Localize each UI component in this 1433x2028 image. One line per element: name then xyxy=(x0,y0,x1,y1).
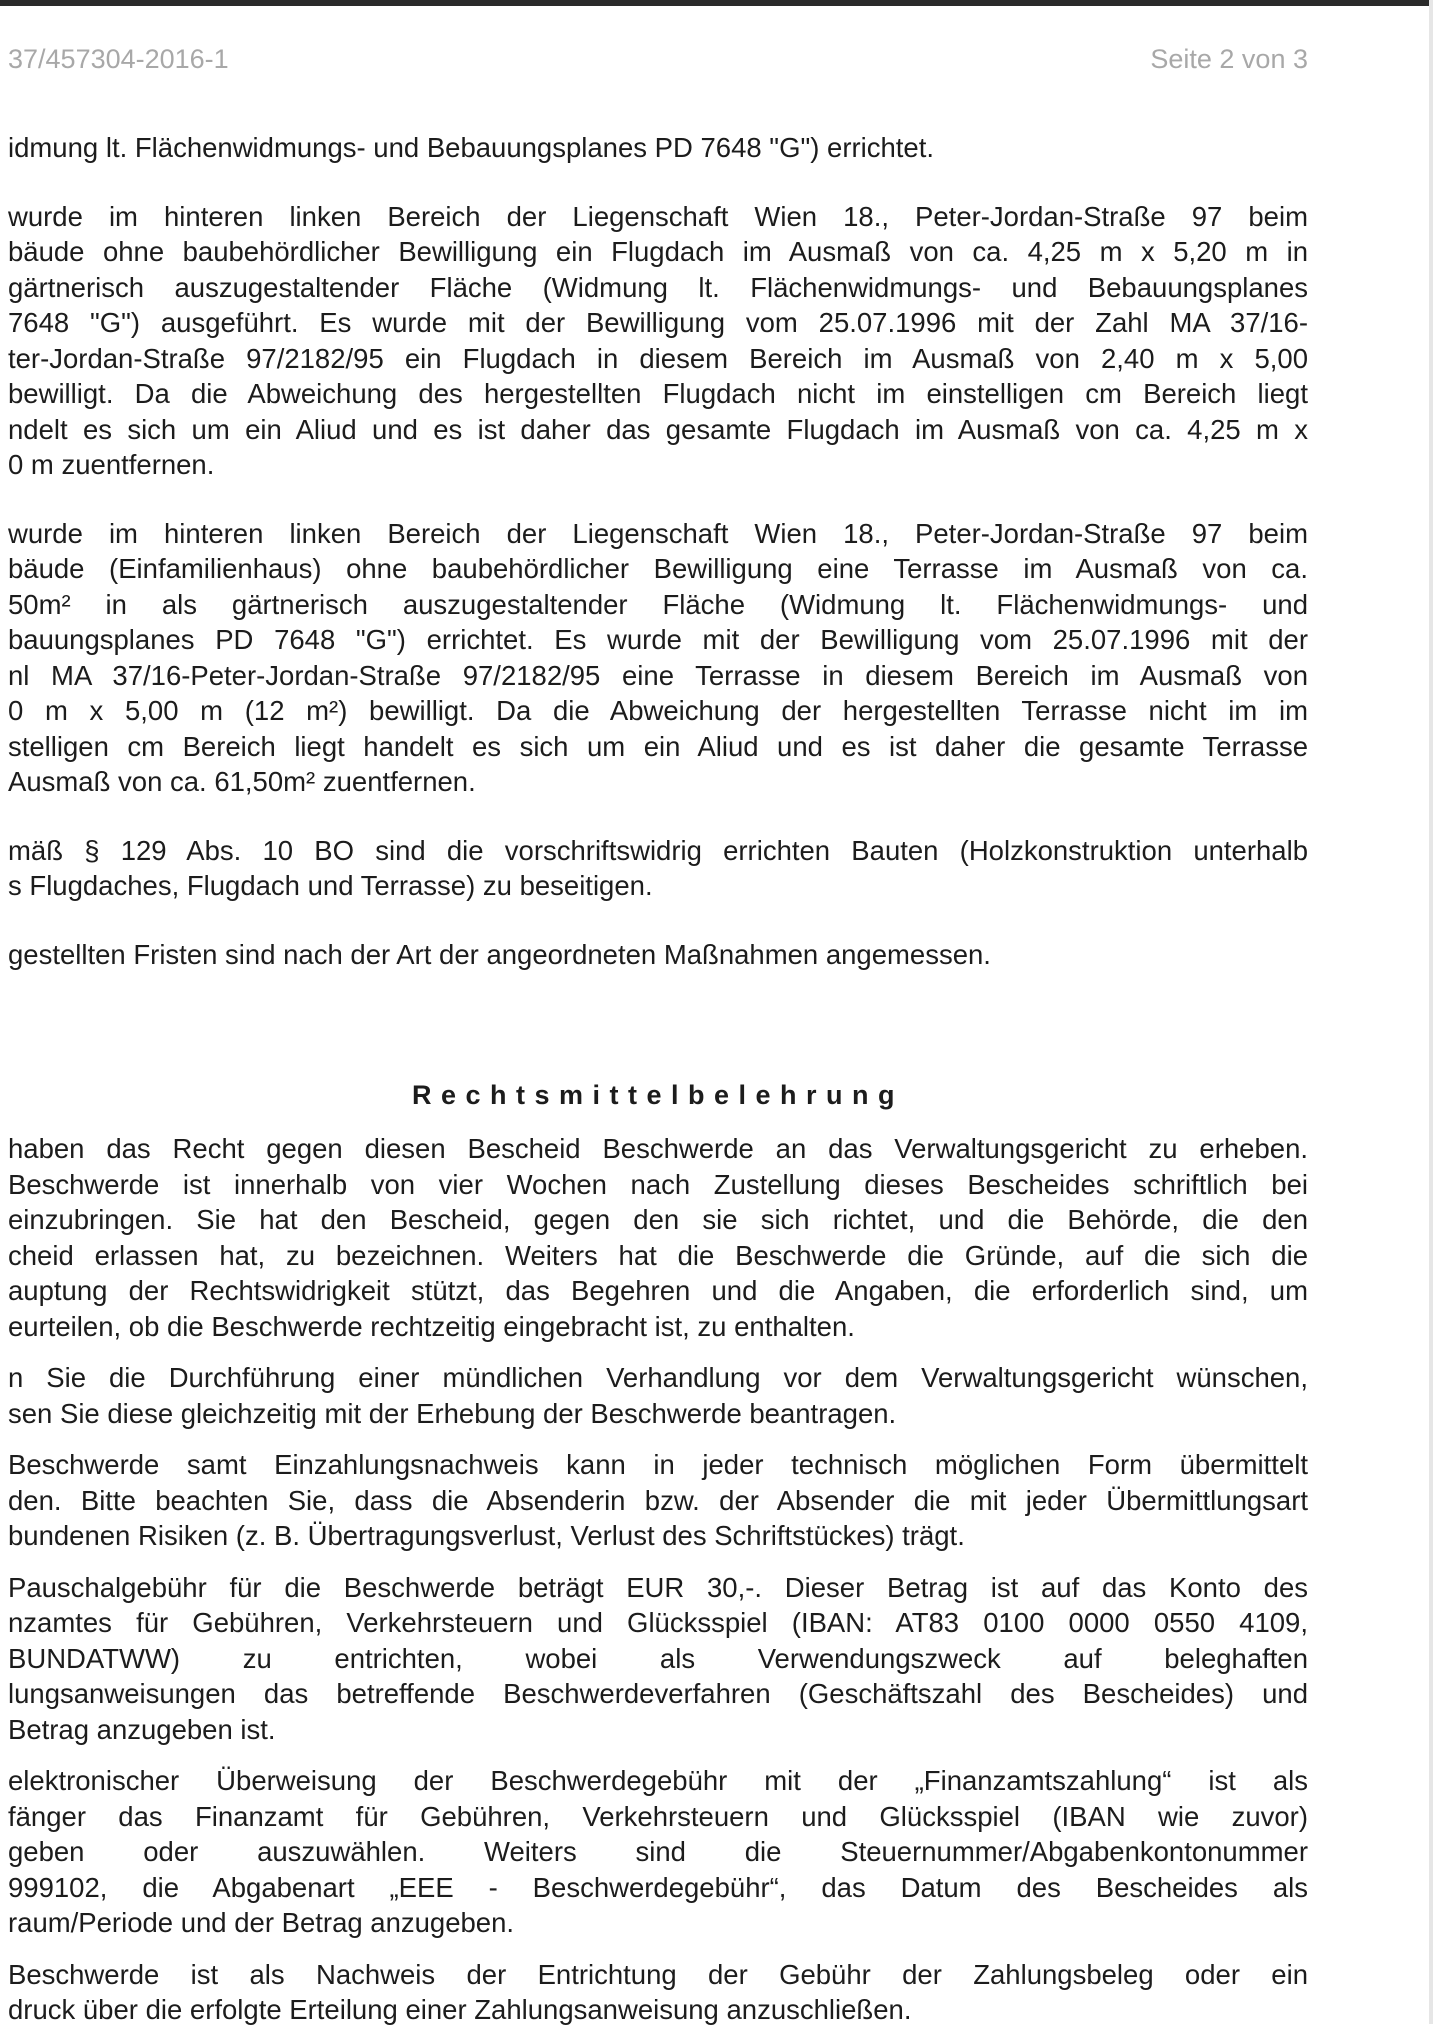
text-line: 0 m x 5,00 m (12 m²) bewilligt. Da die Abweichung der hergestellten Terrasse nicht im im xyxy=(8,695,1308,726)
text-line: BUNDATWW) zu entrichten, wobei als Verwendungszweck auf beleghaften xyxy=(8,1642,1308,1674)
text-line: bäude (Einfamilienhaus) ohne baubehördlicher Bewilligung eine Terrasse im Ausmaß von ca. xyxy=(8,553,1308,584)
text-line: druck über die erfolgte Erteilung einer Zahlungsanweisung anzuschließen. xyxy=(8,1994,912,2025)
paragraph-gebuehr xyxy=(8,1570,1308,1748)
text-line: wurde im hinteren linken Bereich der Liegenschaft Wien 18., Peter-Jordan-Straße 97 beim xyxy=(8,517,1308,549)
text-line: Beschwerde samt Einzahlungsnachweis kann in jeder technisch möglichen Form übermittelt xyxy=(8,1449,1308,1480)
paragraph-beseitigung xyxy=(8,833,1308,904)
text-line: gestellten Fristen sind nach der Art der angeordneten Maßnahmen angemessen. xyxy=(8,938,991,970)
text-line: bäude ohne baubehördlicher Bewilligung ein Flugdach im Ausmaß von ca. 4,25 m x 5,20 m in xyxy=(8,236,1308,267)
text-line: nzamtes für Gebühren, Verkehrsteuern und Glücksspiel (IBAN: AT83 0100 0000 0550 4109, xyxy=(8,1607,1308,1638)
text-line: 0 m zuentfernen. xyxy=(8,449,215,480)
paragraph-uebermittlung xyxy=(8,1447,1308,1554)
text-line: bauungsplanes PD 7648 "G") errichtet. Es wurde mit der Bewilligung vom 25.07.1996 mit der xyxy=(8,624,1308,655)
paragraph-beschwerde-recht xyxy=(8,1131,1308,1344)
section-heading: Rechtsmittelbelehrung xyxy=(411,1080,905,1110)
page-header xyxy=(8,44,1308,84)
paragraph-flugdach xyxy=(8,199,1308,483)
document-reference: 37/457304-2016-1 xyxy=(8,44,229,74)
text-line: elektronischer Überweisung der Beschwerdegebühr mit der „Finanzamtszahlung“ ist als xyxy=(8,1765,1308,1796)
document-body xyxy=(8,130,1308,2028)
text-line: Ausmaß von ca. 61,50m² zuentfernen. xyxy=(8,766,476,797)
text-line: fänger das Finanzamt für Gebühren, Verkehrsteuern und Glücksspiel (IBAN wie zuvor) xyxy=(8,1800,1308,1832)
text-line: Betrag anzugeben ist. xyxy=(8,1713,276,1745)
text-line: mäß § 129 Abs. 10 BO sind die vorschriftswidrig errichten Bauten (Holzkonstruktion unterhalb xyxy=(8,834,1308,866)
text-line: eurteilen, ob die Beschwerde rechtzeitig eingebracht ist, zu enthalten. xyxy=(8,1310,855,1342)
text-line: 7648 "G") ausgeführt. Es wurde mit der Bewilligung vom 25.07.1996 mit der Zahl MA 37/16- xyxy=(8,307,1308,338)
text-line: haben das Recht gegen diesen Bescheid Beschwerde an das Verwaltungsgericht zu erheben. xyxy=(8,1133,1308,1164)
text-line: Beschwerde ist als Nachweis der Entrichtung der Gebühr der Zahlungsbeleg oder ein xyxy=(8,1958,1308,1990)
text-line: sen Sie diese gleichzeitig mit der Erhebung der Beschwerde beantragen. xyxy=(8,1397,897,1429)
text-line: nl MA 37/16-Peter-Jordan-Straße 97/2182/95 eine Terrasse in diesem Bereich im Ausmaß von xyxy=(8,659,1308,691)
scan-right-edge xyxy=(1429,0,1433,2024)
text-line: einzubringen. Sie hat den Bescheid, gegen den sie sich richtet, und die Behörde, die den xyxy=(8,1204,1308,1235)
text-line: n Sie die Durchführung einer mündlichen Verhandlung vor dem Verwaltungsgericht wünschen, xyxy=(8,1362,1308,1393)
page-number: Seite 2 von 3 xyxy=(1150,44,1308,74)
text-line: 50m² in als gärtnerisch auszugestaltender Fläche (Widmung lt. Flächenwidmungs- und xyxy=(8,588,1308,620)
paragraph-terrasse xyxy=(8,516,1308,800)
text-line: ndelt es sich um ein Aliud und es ist daher das gesamte Flugdach im Ausmaß von ca. 4,25 m x xyxy=(8,413,1308,445)
paragraph-widmung xyxy=(8,130,1308,166)
text-line: idmung lt. Flächenwidmungs- und Bebauungsplanes PD 7648 "G") errichtet. xyxy=(8,132,935,163)
text-line: raum/Periode und der Betrag anzugeben. xyxy=(8,1907,515,1938)
paragraph-verhandlung xyxy=(8,1360,1308,1431)
text-line: bewilligt. Da die Abweichung des hergestellten Flugdach nicht im einstelligen cm Bereich liegt xyxy=(8,378,1308,409)
scan-top-edge xyxy=(0,0,1433,6)
text-line: auptung der Rechtswidrigkeit stützt, das Begehren und die Angaben, die erforderlich sind, um xyxy=(8,1275,1308,1306)
text-line: bundenen Risiken (z. B. Übertragungsverlust, Verlust des Schriftstückes) trägt. xyxy=(8,1520,965,1551)
text-line: gärtnerisch auszugestaltender Fläche (Widmung lt. Flächenwidmungs- und Bebauungsplanes xyxy=(8,271,1308,303)
text-line: geben oder auszuwählen. Weiters sind die Steuernummer/Abgabenkontonummer xyxy=(8,1836,1308,1867)
text-line: wurde im hinteren linken Bereich der Liegenschaft Wien 18., Peter-Jordan-Straße 97 beim xyxy=(8,200,1308,232)
paragraph-elektronisch xyxy=(8,1763,1308,1941)
text-line: ter-Jordan-Straße 97/2182/95 ein Flugdach in diesem Bereich im Ausmaß von 2,40 m x 5,00 xyxy=(8,342,1308,374)
text-line: stelligen cm Bereich liegt handelt es sich um ein Aliud und es ist daher die gesamte Terrasse xyxy=(8,730,1308,762)
text-line: lungsanweisungen das betreffende Beschwerdeverfahren (Geschäftszahl des Bescheides) und xyxy=(8,1678,1308,1709)
text-line: s Flugdaches, Flugdach und Terrasse) zu beseitigen. xyxy=(8,870,653,901)
text-line: Beschwerde ist innerhalb von vier Wochen nach Zustellung dieses Bescheides schriftlich bei xyxy=(8,1168,1308,1200)
paragraph-fristen xyxy=(8,937,1308,973)
text-line: Pauschalgebühr für die Beschwerde beträgt EUR 30,-. Dieser Betrag ist auf das Konto des xyxy=(8,1571,1308,1603)
text-line: cheid erlassen hat, zu bezeichnen. Weiters hat die Beschwerde die Gründe, auf die sich die xyxy=(8,1239,1308,1271)
text-line: den. Bitte beachten Sie, dass die Absenderin bzw. der Absender die mit jeder Übermittlungsart xyxy=(8,1484,1308,1516)
text-line: 999102, die Abgabenart „EEE - Beschwerdegebühr“, das Datum des Bescheides als xyxy=(8,1871,1308,1903)
paragraph-nachweis xyxy=(8,1957,1308,2028)
